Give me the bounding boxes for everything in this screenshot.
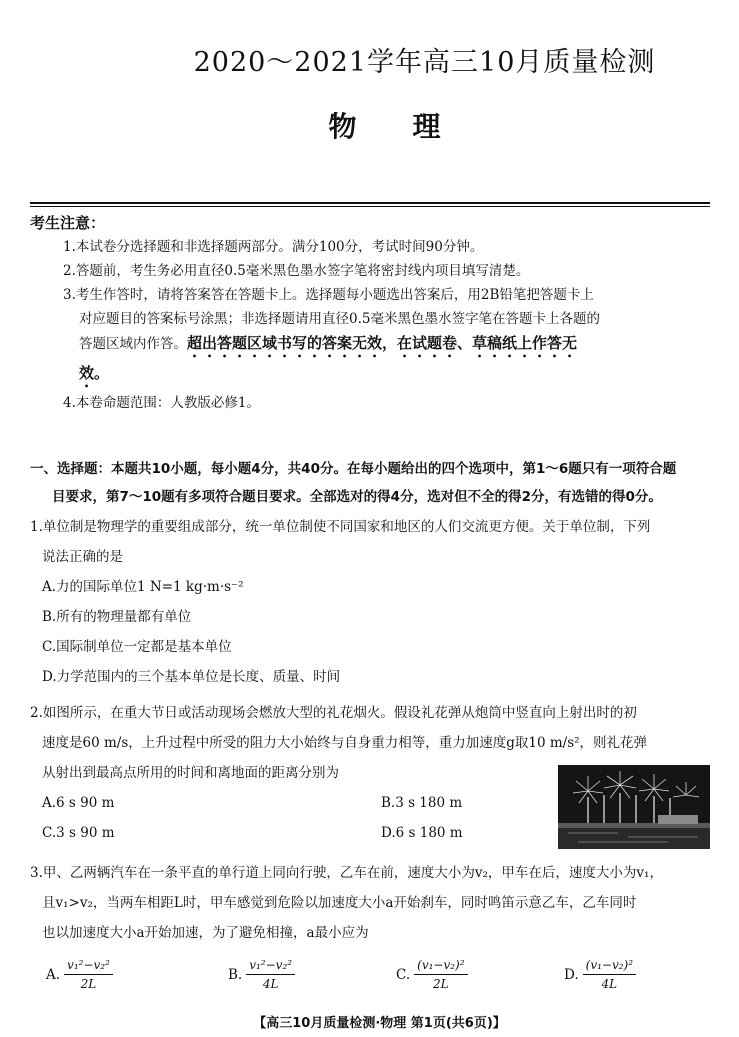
q3-option-c-denominator: 2L [433, 977, 449, 991]
q2-option-c: C.3 s 90 m [42, 825, 115, 841]
q3-option-d-label: D. [564, 966, 579, 983]
q3-option-a-fraction [64, 958, 113, 991]
section-1-line-2: 目要求，第7～10题有多项符合题目要求。全部选对的得4分，选对但不全的得2分，有选错的得0分。 [52, 489, 662, 505]
q1-option-d: D.力学范围内的三个基本单位是长度、质量、时间 [42, 669, 341, 685]
q3-stem-2: 且v₁>v₂，当两车相距L时，甲车感觉到危险以加速度大小a开始刹车，同时鸣笛示意乙车，乙车同时 [42, 895, 637, 911]
q3-option-a [46, 958, 113, 991]
q3-option-d [564, 958, 636, 991]
q3-option-a-denominator: 2L [80, 977, 97, 991]
q3-option-b-label: B. [228, 966, 243, 983]
q1-option-b: B.所有的物理量都有单位 [42, 609, 192, 625]
notice-list [63, 235, 603, 415]
q3-option-d-fraction [583, 958, 636, 991]
q1-stem-2: 说法正确的是 [42, 549, 123, 565]
q3-option-b [228, 958, 295, 991]
q2-stem-3: 从射出到最高点所用的时间和离地面的距离分别为 [42, 765, 339, 781]
header-rule-thin [30, 206, 710, 207]
question-3 [30, 858, 720, 948]
q3-option-a-label: A. [46, 966, 61, 983]
q2-stem-2: 速度是60 m/s，上升过程中所受的阻力大小始终与自身重力相等，重力加速度g取10 m/s²，则礼花弹 [42, 735, 648, 751]
exam-title: 2020～2021学年高三10月质量检测 [193, 47, 656, 78]
q3-option-d-denominator: 4L [601, 977, 618, 991]
q1-option-c: C.国际制单位一定都是基本单位 [42, 639, 232, 655]
subject-title [0, 105, 739, 145]
q3-option-b-numerator: v₁²−v₂² [246, 958, 295, 975]
q2-stem-1: 2.如图所示，在重大节日或活动现场会燃放大型的礼花烟火。假设礼花弹从炮筒中竖直向上射出时的初 [30, 705, 637, 721]
q2-option-a: A.6 s 90 m [42, 795, 115, 811]
q3-option-c-label: C. [396, 966, 411, 983]
q2-option-b: B.3 s 180 m [381, 795, 463, 811]
section-1-line-1: 一、选择题：本题共10小题，每小题4分，共40分。在每小题给出的四个选项中，第1～6题只有一项符合题 [30, 461, 677, 477]
header-rule-thick [30, 202, 710, 204]
notice-item-3 [63, 283, 603, 391]
subject-char-2: 理 [412, 110, 441, 143]
page-footer: 【高三10月质量检测·物理 第1页(共6页)】 [253, 1016, 506, 1031]
notice-item-3-text: 3.考生作答时，请将答案答在答题卡上。选择题每小题选出答案后，用2B铅笔把答题卡上对应题目的答案标号涂黑；非选择题请用直径0.5毫米黑色墨水签字笔在答题卡上各题的答题区域内作答。 [63, 287, 600, 352]
section-1-instructions [30, 455, 720, 511]
notice-item-4: 4.本卷命题范围：人教版必修1。 [63, 395, 260, 411]
q3-option-a-numerator: v₁²−v₂² [64, 958, 113, 975]
q3-stem-1: 3.甲、乙两辆汽车在一条平直的单行道上同向行驶，乙车在前，速度大小为v₂，甲车在后，速度大小为v₁， [30, 865, 663, 881]
q1-stem-1: 1.单位制是物理学的重要组成部分，统一单位制使不同国家和地区的人们交流更方便。关于单位制，下列 [30, 519, 651, 535]
q3-option-b-denominator: 4L [262, 977, 279, 991]
fireworks-illustration [558, 765, 710, 849]
q3-options [46, 958, 706, 1002]
notice-item-3-emphasis: 超出答题区域书写的答案无效，在试题卷、草稿纸上作答无效。 [79, 334, 578, 382]
q2-option-d: D.6 s 180 m [381, 825, 463, 841]
q1-option-a: A.力的国际单位1 N=1 kg·m·s⁻² [42, 579, 244, 595]
q3-option-b-fraction [246, 958, 295, 991]
q3-option-c-numerator: (v₁−v₂)² [414, 958, 467, 975]
notice-item-1: 1.本试卷分选择题和非选择题两部分。满分100分，考试时间90分钟。 [63, 239, 484, 255]
notice-heading: 考生注意： [30, 214, 106, 232]
notice-item-2: 2.答题前，考生务必用直径0.5毫米黑色墨水签字笔将密封线内项目填写清楚。 [63, 263, 530, 279]
q3-stem-3: 也以加速度大小a开始加速，为了避免相撞，a最小应为 [42, 925, 369, 941]
q3-option-d-numerator: (v₁−v₂)² [583, 958, 636, 975]
fireworks-photo-icon [558, 765, 710, 849]
subject-char-1: 物 [328, 110, 357, 143]
q3-option-c [396, 958, 468, 991]
q3-option-c-fraction [414, 958, 467, 991]
question-1 [30, 512, 720, 692]
